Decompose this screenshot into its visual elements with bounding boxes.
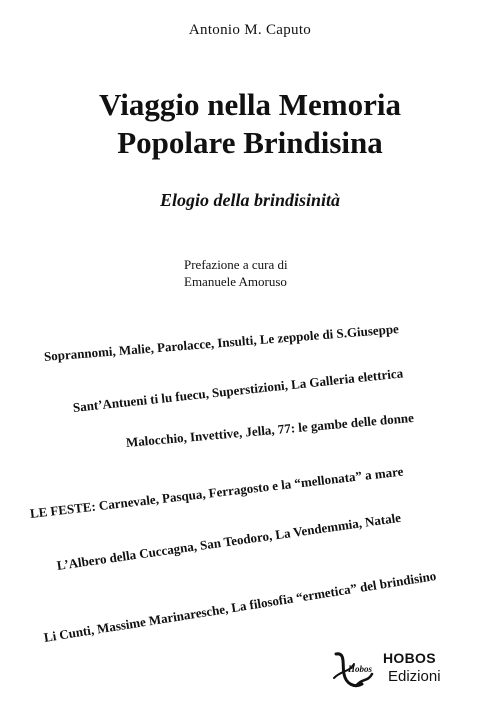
title-line-2: Popolare Brindisina: [117, 125, 383, 160]
publisher-subtitle: Edizioni: [388, 668, 441, 685]
topic-line: Li Cunti, Massime Marinaresche, La filosofia “ermetica” del brindisino: [42, 567, 438, 645]
hobos-logo-icon: [332, 648, 374, 690]
title-line-1: Viaggio nella Memoria: [99, 87, 401, 122]
publisher-logo: [332, 648, 442, 690]
preface-label: Prefazione a cura di: [184, 257, 288, 272]
book-subtitle: Elogio della brindisinità: [159, 190, 341, 210]
topic-line: Malocchio, Invettive, Jella, 77: le gambe delle donne: [125, 409, 415, 450]
publisher-name: HOBOS: [383, 650, 436, 666]
author-name: Antonio M. Caputo: [188, 22, 312, 38]
topic-line: LE FESTE: Carnevale, Pasqua, Ferragosto e la “mellonata” a mare: [29, 463, 405, 521]
topic-line: L’Albero della Cuccagna, San Teodoro, La Vendemmia, Natale: [55, 509, 402, 573]
topic-line: Soprannomi, Malie, Parolacce, Insulti, Le zeppole di S.Giuseppe: [43, 321, 400, 364]
topic-line: Sant’Antueni ti lu fuecu, Superstizioni, La Galleria elettrica: [72, 365, 404, 415]
preface-author: Emanuele Amoruso: [184, 274, 287, 289]
svg-text:Hobos: Hobos: [348, 664, 373, 674]
